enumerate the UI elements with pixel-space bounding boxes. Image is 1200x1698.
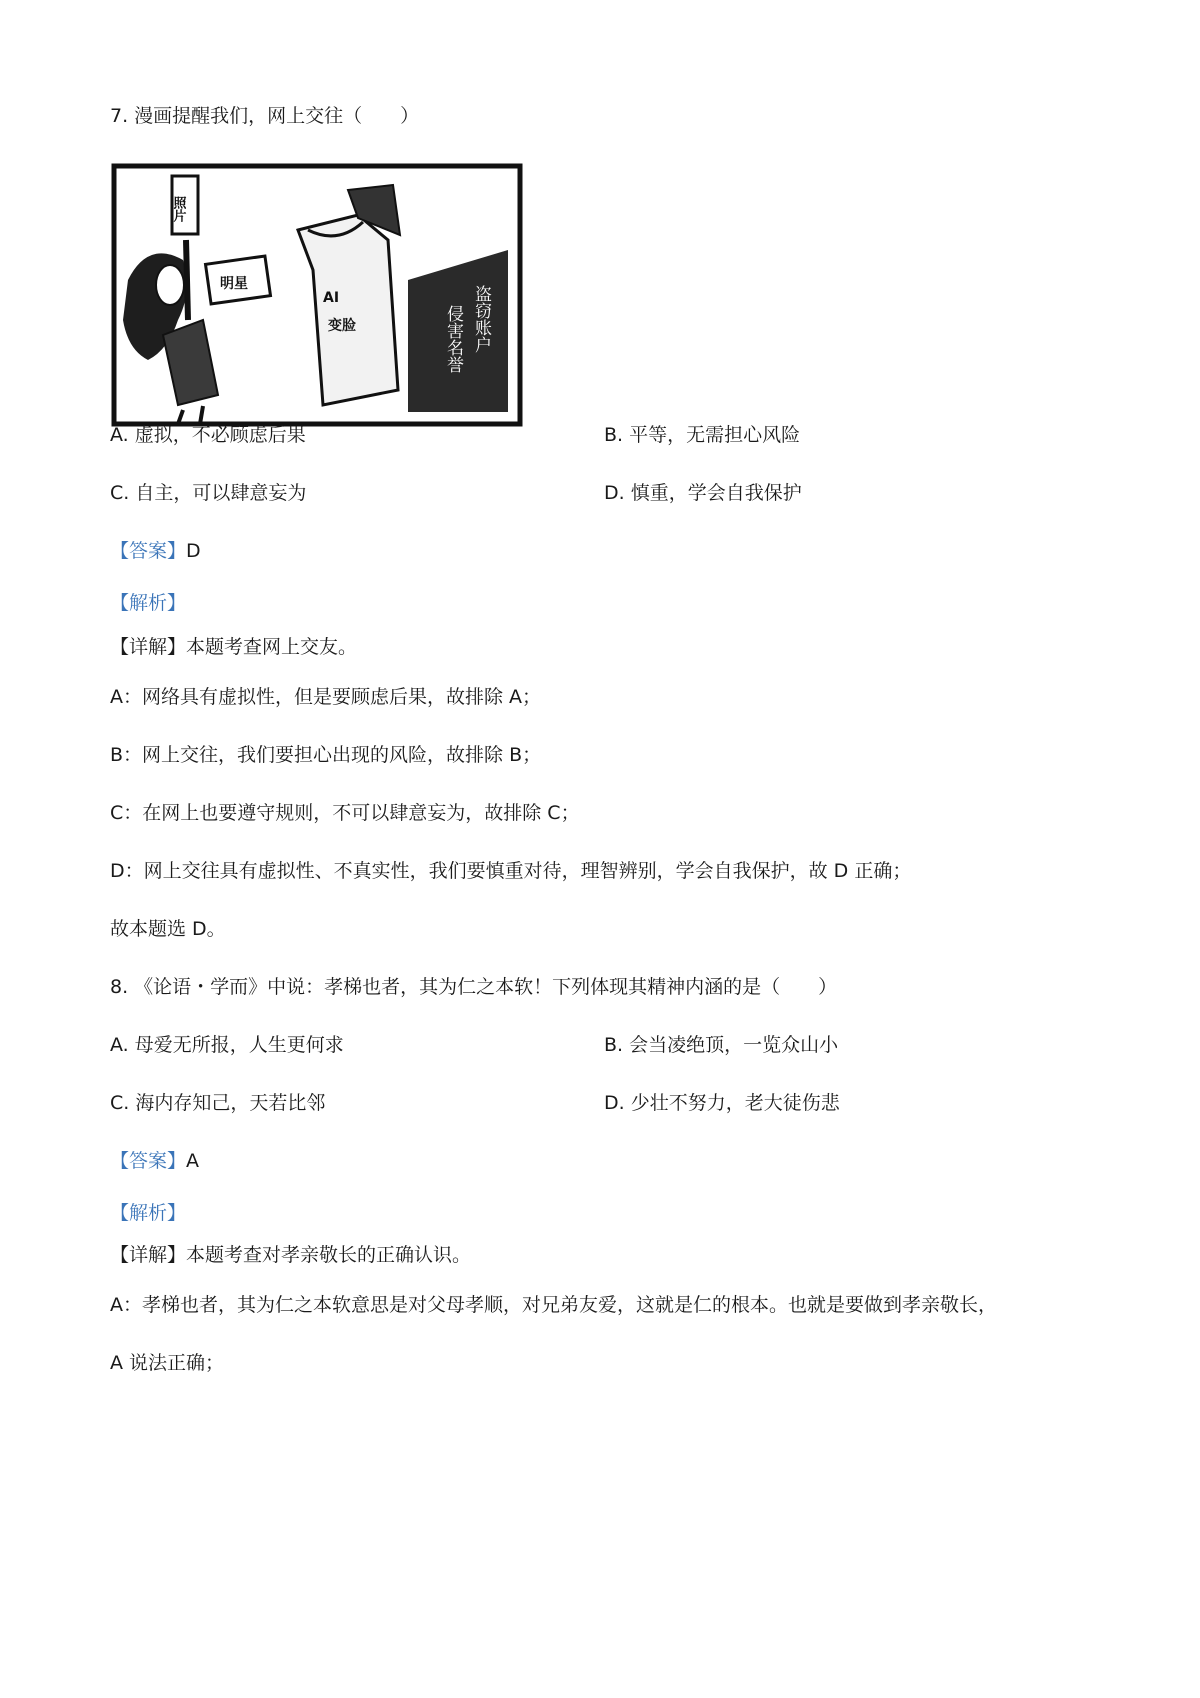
answer-value: D	[186, 540, 201, 562]
cartoon-label-face-swap: 变脸	[328, 318, 356, 334]
q7-analysis-label: 【解析】	[110, 592, 187, 614]
q8-answer	[110, 1148, 199, 1174]
q8-option-c: C. 海内存知己，天若比邻	[110, 1092, 326, 1114]
cartoon-image	[108, 160, 526, 432]
q8-option-b: B. 会当凌绝顶，一览众山小	[604, 1034, 839, 1056]
q7-option-b: B. 平等，无需担心风险	[604, 424, 801, 446]
q8-explanation-a: A：孝梯也者，其为仁之本软意思是对父母孝顺，对兄弟友爱，这就是仁的根本。也就是要做到孝亲敬长，	[110, 1294, 998, 1316]
cartoon-label-photo: 照片	[170, 196, 186, 222]
q7-explanation-a: A：网络具有虚拟性，但是要顾虑后果，故排除 A；	[110, 686, 542, 708]
q7-option-a: A. 虚拟，不必顾虑后果	[110, 424, 306, 446]
q7-explanation-c: C：在网上也要遵守规则，不可以肆意妄为，故排除 C；	[110, 802, 580, 824]
q7-explanation-b: B：网上交往，我们要担心出现的风险，故排除 B；	[110, 744, 542, 766]
q8-explanation-a-cont: A 说法正确；	[110, 1352, 225, 1374]
q7-option-d: D. 慎重，学会自我保护	[604, 482, 802, 504]
cartoon-label-star: 明星	[220, 276, 248, 292]
question-8-stem: 8. 《论语・学而》中说：孝梯也者，其为仁之本软！下列体现其精神内涵的是（ ）	[110, 976, 838, 998]
answer-label: 【答案】	[110, 540, 187, 562]
q8-option-a: A. 母爱无所报，人生更何求	[110, 1034, 344, 1056]
cartoon-label-infringe: 侵害名誉	[443, 305, 463, 373]
answer-label: 【答案】	[110, 1150, 187, 1172]
cartoon-label-ai: AI	[323, 290, 340, 306]
q7-answer	[110, 538, 201, 564]
q7-option-c: C. 自主，可以肆意妄为	[110, 482, 307, 504]
q8-detail: 【详解】本题考查对孝亲敬长的正确认识。	[110, 1244, 472, 1266]
cartoon-label-steal: 盗窃账户	[471, 285, 491, 353]
q7-conclusion: 故本题选 D。	[110, 918, 226, 940]
q8-option-d: D. 少壮不努力，老大徒伤悲	[604, 1092, 840, 1114]
answer-value: A	[186, 1150, 200, 1172]
question-7-stem: 7. 漫画提醒我们，网上交往（ ）	[110, 105, 420, 127]
q8-analysis-label: 【解析】	[110, 1202, 187, 1224]
q7-detail: 【详解】本题考查网上交友。	[110, 636, 358, 658]
q7-explanation-d: D：网上交往具有虚拟性、不真实性，我们要慎重对待，理智辨别，学会自我保护，故 D 正确；	[110, 860, 912, 882]
